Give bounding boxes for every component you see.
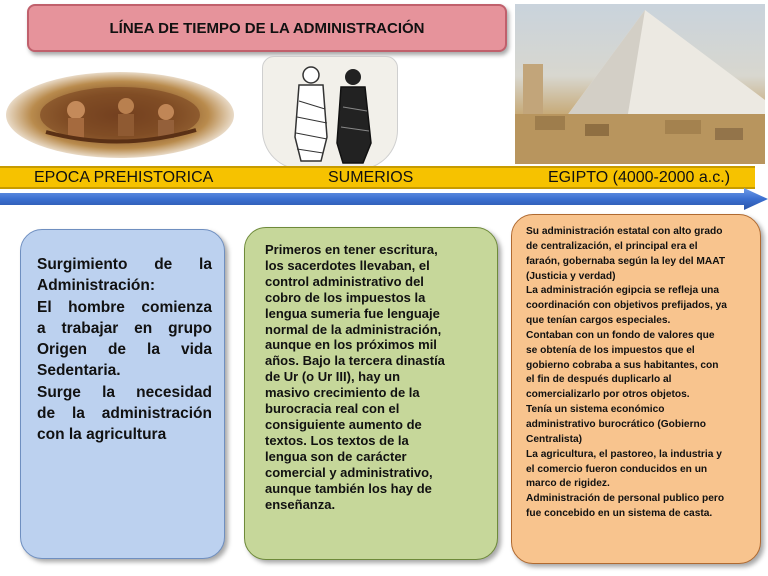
prehistoric-scene-illustration — [6, 72, 234, 158]
text-line: cobro de los impuestos la — [265, 289, 426, 305]
prehistoric-scene-image — [6, 72, 234, 158]
page-title: LÍNEA DE TIEMPO DE LA ADMINISTRACIÓN — [27, 4, 507, 52]
text-line: a trabajar en grupo — [37, 319, 212, 337]
text-line: Tenía un sistema económico — [526, 404, 665, 416]
text-line: aunque también los hay de — [265, 480, 432, 496]
text-line: masivo crecimiento de la — [265, 385, 420, 401]
text-line: normal de la administración, — [265, 321, 442, 337]
timeline-arrow-icon — [0, 188, 768, 210]
text-line: Surge la necesidad — [37, 383, 212, 401]
text-line: los sacerdotes llevaban, el — [265, 257, 430, 273]
text-line: que tenían cargos especiales. — [526, 315, 671, 327]
text-line: Origen de la vida — [37, 341, 212, 359]
text-line: burocracia real con el — [265, 401, 400, 417]
text-line: consiguiente aumento de — [265, 416, 422, 432]
text-line: el fin de después duplicarlo al — [526, 374, 672, 386]
text-line: lengua sumeria fue lenguaje — [265, 305, 440, 321]
prehistoric-description — [37, 254, 212, 446]
text-line: comercial y administrativo, — [265, 464, 433, 480]
period-label-egypt: EGIPTO (4000-2000 a.c.) — [548, 169, 731, 186]
text-line: Centralista) — [526, 433, 583, 445]
text-line: administrativo burocrático (Gobierno — [526, 418, 707, 430]
text-line: Primeros en tener escritura, — [265, 242, 438, 257]
sumerians-card — [244, 227, 498, 560]
text-line: (Justicia y verdad) — [526, 270, 616, 282]
period-label-prehistoric: EPOCA PREHISTORICA — [34, 169, 214, 186]
text-line: marco de rigidez. — [526, 478, 610, 490]
sumerians-description — [265, 242, 485, 512]
text-line: Su administración estatal con alto grado — [526, 226, 723, 237]
text-line: La administración egipcia se refleja una — [526, 285, 720, 297]
text-line: lengua son de carácter — [265, 448, 407, 464]
timeline-bar — [0, 166, 755, 189]
text-line: La agricultura, el pastoreo, la industria y — [526, 448, 722, 460]
text-line: aunque en los próximos mil — [265, 337, 437, 353]
text-line: control administrativo del — [265, 273, 424, 289]
text-line: faraón, gobernaba según la ley del MAAT — [526, 255, 726, 267]
text-line: Administración de personal publico pero — [526, 493, 725, 505]
text-line: coordinación con objetivos prefijados, ya — [526, 300, 727, 312]
prehistoric-card — [20, 229, 225, 559]
text-line: con la agricultura — [37, 426, 167, 444]
sumerian-figures-image — [262, 56, 398, 170]
text-line: textos. Los textos de la — [265, 432, 409, 448]
text-line: gobierno cobraba a sus habitantes, con — [526, 359, 719, 371]
text-line: de Ur (o Ur III), hay un — [265, 369, 401, 385]
text-line: Contaban con un fondo de valores que — [526, 329, 715, 341]
text-line: comercializarlo por otros objetos. — [526, 389, 690, 401]
text-line: de la administración — [37, 405, 212, 423]
text-line: fue concebido en un sistema de casta. — [526, 508, 713, 520]
text-line: El hombre comienza — [37, 298, 212, 316]
text-line: enseñanza. — [265, 496, 336, 512]
egypt-description — [526, 225, 750, 522]
pyramid-illustration — [515, 4, 765, 164]
text-line: Sedentaria. — [37, 362, 121, 380]
sumerian-figures-illustration — [263, 57, 397, 169]
text-line: se obtenía de los impuestos que el — [526, 344, 695, 356]
text-line: el comercio fueron conducidos en un — [526, 463, 708, 475]
period-label-sumerians: SUMERIOS — [328, 169, 414, 186]
egypt-pyramid-image — [515, 4, 765, 164]
egypt-card — [511, 214, 761, 564]
text-line: Administración: — [37, 277, 155, 295]
text-line: de centralización, el principal era el — [526, 240, 698, 252]
text-line: Surgimiento de la — [37, 256, 212, 273]
text-line: años. Bajo la tercera dinastía — [265, 353, 445, 369]
